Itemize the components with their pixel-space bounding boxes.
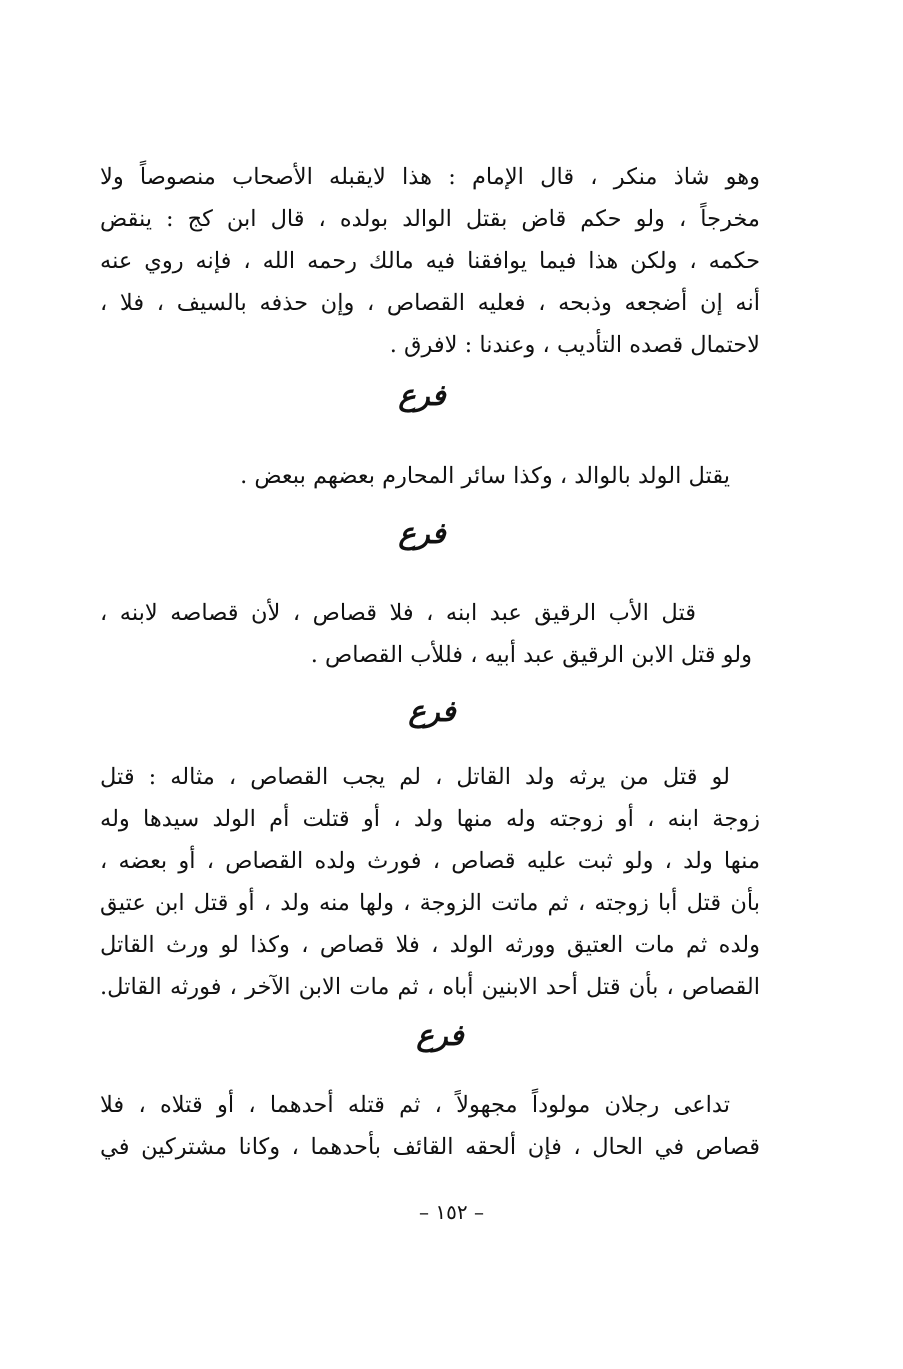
text-line: بأن قتل أبا زوجته ، ثم ماتت الزوجة ، ولها منه ولد ، أو قتل ابن عتيق xyxy=(100,890,760,916)
section-heading: فرع xyxy=(398,516,446,550)
paragraph-4 xyxy=(100,756,760,1008)
paragraph-3 xyxy=(100,592,752,676)
text-line: لاحتمال قصده التأديب ، وعندنا : لافرق . xyxy=(389,332,760,358)
text-line: ولده ثم مات العتيق وورثه الولد ، فلا قصاص ، وكذا لو ورث القاتل xyxy=(100,932,760,958)
text-line: يقتل الولد بالوالد ، وكذا سائر المحارم بعضهم ببعض . xyxy=(240,463,730,489)
section-heading: فرع xyxy=(408,694,456,728)
text-line: وهو شاذ منكر ، قال الإمام : هذا لايقبله الأصحاب منصوصاً ولا xyxy=(100,164,760,190)
paragraph-2 xyxy=(100,455,760,497)
paragraph-5 xyxy=(100,1084,760,1168)
text-line: لو قتل من يرثه ولد القاتل ، لم يجب القصاص ، مثاله : قتل xyxy=(100,764,730,790)
section-heading: فرع xyxy=(416,1018,464,1052)
text-line: قتل الأب الرقيق عبد ابنه ، فلا قصاص ، لأن قصاصه لابنه ، xyxy=(100,600,696,626)
text-line: ولو قتل الابن الرقيق عبد أبيه ، فللأب القصاص . xyxy=(310,642,752,668)
text-line: تداعى رجلان مولوداً مجهولاً ، ثم قتله أحدهما ، أو قتلاه ، فلا xyxy=(100,1092,730,1118)
text-line: قصاص في الحال ، فإن ألحقه القائف بأحدهما ، وكانا مشتركين في xyxy=(100,1134,760,1160)
section-heading: فرع xyxy=(398,378,446,412)
text-line: مخرجاً ، ولو حكم قاض بقتل الوالد بولده ، قال ابن كج : ينقض xyxy=(100,206,760,232)
text-line: أنه إن أضجعه وذبحه ، فعليه القصاص ، وإن حذفه بالسيف ، فلا ، xyxy=(100,290,760,316)
text-line: حكمه ، ولكن هذا فيما يوافقنا فيه مالك رحمه الله ، فإنه روي عنه xyxy=(100,248,760,274)
paragraph-1 xyxy=(100,156,760,366)
text-line: منها ولد ، ولو ثبت عليه قصاص ، فورث ولده القصاص ، أو بعضه ، xyxy=(100,848,760,874)
text-line: زوجة ابنه ، أو زوجته وله منها ولد ، أو قتلت أم الولد سيدها وله xyxy=(100,806,760,832)
text-line: القصاص ، بأن قتل أحد الابنين أباه ، ثم مات الابن الآخر ، فورثه القاتل. xyxy=(100,974,760,1000)
page-number: – ١٥٢ – xyxy=(419,1200,484,1224)
